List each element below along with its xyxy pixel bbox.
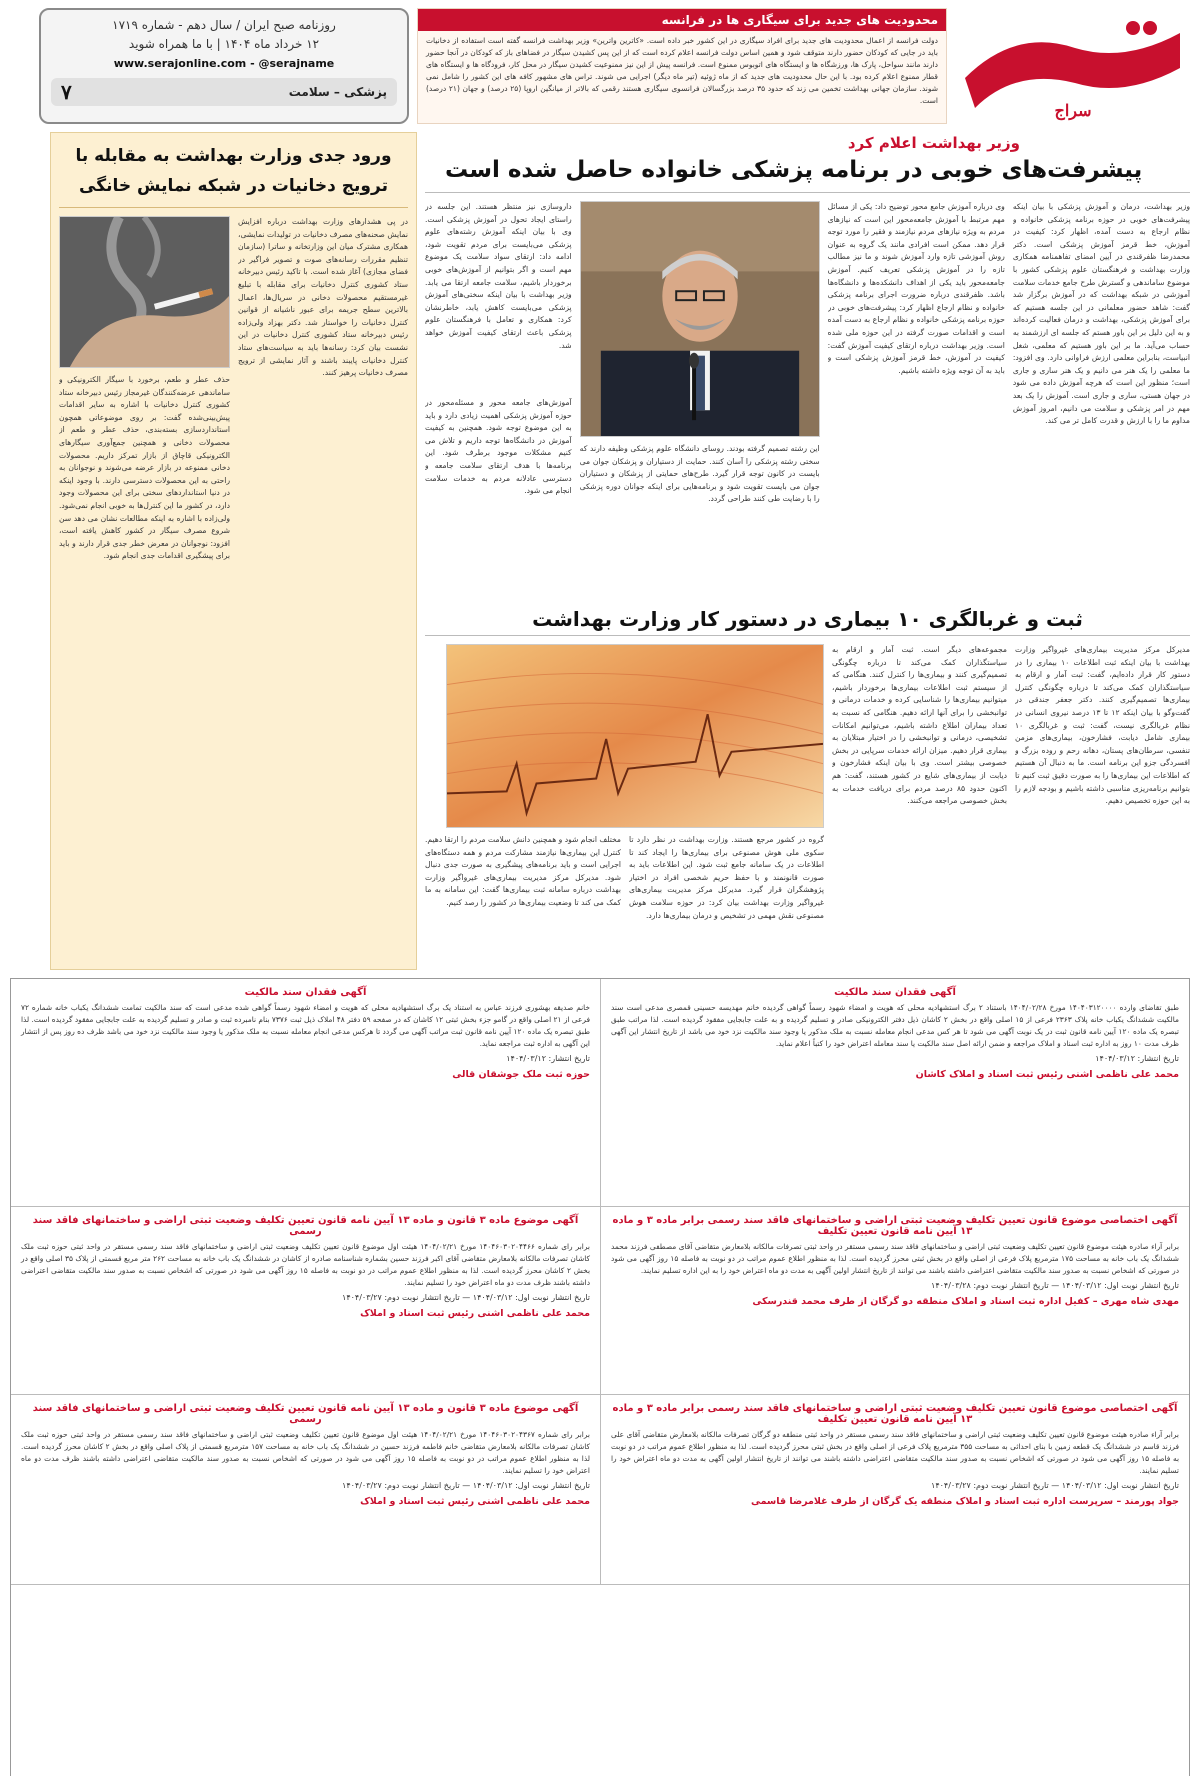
article1-right-group (425, 201, 572, 597)
notice-date: تاریخ انتشار نوبت اول: ۱۴۰۴/۰۳/۱۲ — تاریخ انتشار نوبت دوم: ۱۴۰۴/۰۳/۲۷ (342, 1293, 590, 1302)
article2-col-c: گروه در کشور مرجع هستند. وزارت بهداشت در نظر دارد تا سکوی ملی هوش مصنوعی برای بیماری‌ها را ایجاد کند تا اطلاعات در یک سامانه جامع ثبت شود. این اطلاعات باید به صورت قانونمند و با حفظ حریم شخصی افراد در اختیار پژوهشگران قرار گیرد. مدیرکل مرکز مدیریت بیماری‌های غیرواگیر وزارت بهداشت بیان کرد: در حوزه سلامت هوش مصنوعی نقش مهمی در تشخیص و درمان بیماری‌ها دارد. (629, 835, 824, 920)
notice-date: تاریخ انتشار: ۱۴۰۴/۰۳/۱۲ (506, 1054, 590, 1063)
sidebar-body (59, 216, 408, 964)
notice-title: آگهی فقدان سند مالکیت (834, 987, 956, 998)
sidebar-article (50, 132, 417, 970)
legal-notices (10, 978, 1190, 1776)
notice-4 (11, 1207, 600, 1395)
article1-col-d: آموزش‌های جامعه محور و مسئله‌محور در حوزه آموزش پزشکی اهمیت زیادی دارد و باید به این موضوع توجه شود. همچنین به کیفیت آموزش در دانشگاه‌ها توجه داریم و تلاش می کنیم مشکلات موجود برطرف شود. این برنامه‌ها با هدف ارتقای سلامت جامعه و دسترسی عادلانه مردم به خدمات سلامت انجام می شود. (425, 398, 572, 496)
notice-body: برابر رای شماره ۱۴۰۴۶۰۳۰۲۰۴۴۶۶ مورخ ۱۴۰۴/۰۲/۲۱ هیئت اول موضوع قانون تعیین تکلیف وضعیت ثبتی اراضی و ساختمانهای فاقد سند رسمی مستقر در واحد ثبتی حوزه ثبت ملک کاشان تصرفات مالکانه بلامعارض متقاضی آقای اکبر فرزند حسین بشماره شناسنامه صادره از کاشان در ششدانگ یک باب خانه به مساحت ۲۶۲ متر مربع قسمتی از پلاک ۳۵ اصلی واقع در بخش ۲ کاشان محرز گردیده است. لذا به منظور اطلاع عموم مراتب در دو نوبت به فاصله ۱۵ روز آگهی می شود در صورتی که اشخاص نسبت به صدور سند مالکیت متقاضی اعتراضی داشته باشند ظرف مدت دو ماه اعتراض خود را تسلیم نمایند. (21, 1242, 590, 1287)
logo-graphic (955, 8, 1190, 124)
issue-line: روزنامه صبح ایران / سال دهم - شماره ۱۷۱۹ (112, 18, 336, 32)
ecg-photo-image (447, 645, 823, 827)
notice-title: آگهی موضوع ماده ۳ قانون و ماده ۱۳ آیین نامه قانون تعیین تکلیف وضعیت ثبتی اراضی و ساختمانهای فاقد سند رسمی (32, 1403, 579, 1425)
notice-body: برابر رای شماره ۱۴۰۴۶۰۳۰۲۰۴۳۶۷ مورخ ۱۴۰۴/۰۲/۲۱ هیئت اول موضوع قانون تعیین تکلیف وضعیت ثبتی اراضی و ساختمانهای فاقد سند رسمی مستقر در واحد ثبتی حوزه ثبت ملک کاشان تصرفات مالکانه بلامعارض متقاضی خانم فاطمه فرزند حسین در ششدانگ یک باب خانه به مساحت ۱۵۷ مترمربع قسمتی از پلاک اصلی واقع در بخش ۲ کاشان محرز گردیده است. لذا به منظور اطلاع عموم مراتب در دو نوبت به فاصله ۱۵ روز آگهی می شود در صورتی که اشخاص نسبت به صدور سند مالکیت متقاضی اعتراضی داشته باشند ظرف مدت دو ماه اعتراض خود را تسلیم نمایند. (21, 1430, 590, 1475)
notice-title: آگهی فقدان سند مالکیت (244, 987, 367, 998)
notice-title: آگهی موضوع ماده ۳ قانون و ماده ۱۳ آیین نامه قانون تعیین تکلیف وضعیت ثبتی اراضی و ساختمانهای فاقد سند رسمی (32, 1215, 579, 1237)
article1-caption: این رشته تصمیم گرفته بودند. روسای دانشگاه علوم پزشکی وظیفه دارند که سختی رشته پزشکی را آسان کنند. حمایت از دستیاران و پزشکان جوان می بایست در کانون توجه قرار گیرد. طرح‌های حمایتی از پزشکان و دستیاران جوان می بایست تقویت شود و برنامه‌هایی برای اینکه جوانان دوره پزشکی را با رضایت طی کنند طراحی گردد. (579, 444, 820, 504)
section-bar (51, 78, 397, 106)
notice-date: تاریخ انتشار نوبت اول: ۱۴۰۴/۰۳/۱۲ — تاریخ انتشار نوبت دوم: ۱۴۰۴/۰۳/۲۷ (342, 1481, 590, 1490)
teaser-title: محدودیت های جدید برای سیگاری ها در فرانسه (418, 9, 946, 31)
article2-col-b: مجموعه‌های دیگر است. ثبت آمار و ارقام به سیاستگذاران کمک می‌کند تا درباره چگونگی تصمیم‌گیری کنند و بیماری‌ها را کنترل کنند. هنگامی که از سیستم ثبت اطلاعات بیماری‌ها برخوردار باشیم، میتوانیم بیماری‌ها را شناسایی کرده و خدمات درمانی و توانبخشی را برای آنها ارائه دهیم. هنگامی که نسبت به تعداد بیماران اطلاع داشته باشیم، می‌توانیم امکانات تشخیصی، درمانی و توانبخشی را در اختیار مبتلایان به بیماری قرار دهیم. میزان ارائه خدمات سرپایی در بخش خصوصی بیشتر است. وی با بیان اینکه فشارخون و دیابت از بیماری‌های شایع در کشور هستند، گفت: هم اکنون حدود ۸۵ درصد مردم برای دریافت خدمات به بخش خصوصی مراجعه می‌کنند. (832, 645, 1007, 806)
notice-date: تاریخ انتشار نوبت اول: ۱۴۰۴/۰۳/۱۲ — تاریخ انتشار نوبت دوم: ۱۴۰۴/۰۳/۲۸ (931, 1281, 1179, 1290)
teaser-body: دولت فرانسه از اعمال محدودیت های جدید برای افراد سیگاری در این کشور خبر داده است. «کاترین واترین» وزیر بهداشت فرانسه گفته است استفاده از دخانیات باید در جایی که کودکان حضور دارند متوقف شود و همین اساس دولت فرانسه اعلام کرده است که از این پس کشیدن سیگار در فضاهای باز که کودکان در آنجا حضور دارند مانند سواحل، پارک ها، ورزشگاه ها و ایستگاه های اتوبوس ممنوع است. فرانسه پیش از این نیز ممنوعیت کشیدن سیگار در محل کار، فرودگاه ها و ایستگاه های قطار ممنوع اعلام کرده بود. با این حال محدودیت های جدید که از ماه ژوئیه (تیر ماه دیگر) اجرایی می شوند. تراس های مشهور کافه های این کشور را شامل نمی شوند. سازمان جهانی بهداشت تخمین می زند که حدود ۳۵ درصد بزرگسالان فرانسوی سیگاری هستند رقمی که بالاتر از میانگین اروپا (۲۵ درصد) و جهان (۲۱ درصد) است. (426, 36, 939, 105)
main-area (10, 132, 1190, 970)
notice-signature: حوزه ثبت ملک جوشقان قالی (452, 1069, 590, 1080)
notice-2 (11, 979, 600, 1207)
article2-lower (425, 834, 824, 994)
article1-body (425, 201, 1190, 597)
main-column (425, 132, 1190, 970)
notice-title: آگهی اختصاصی موضوع قانون تعیین تکلیف وضعیت ثبتی اراضی و ساختمانهای فاقد سند رسمی برابر ماده ۳ و ماده ۱۳ آیین نامه قانون تعیین تکلیف (612, 1403, 1178, 1425)
article2-photo-group (425, 644, 824, 996)
notice-signature: جواد پورمند – سرپرست اداره ثبت اسناد و املاک منطقه یک گرگان از طرف غلامرضا قاسمی (750, 1496, 1179, 1507)
article1-col-b: وی درباره آموزش جامع محور توضیح داد: یکی از مسائل مهم مرتبط با آموزش جامعه‌محور این است که نیازهای مردم به ویژه نیازهای مردم نیازمند و فقیر را مورد توجه قرار دهد. ممکن است افرادی مانند یک گروه به عنوان روش آموزشی تازه وارد آموزش شوند و ما نیز مطالب تازه را در آموزش پزشکی تعریف کنیم. آموزش جامعه‌محور باید یکی از اهداف دانشکده‌ها و دانشگاه‌ها باشد. ظفرقندی درباره ضرورت اجرای برنامه پزشکی خانواده و نظام ارجاع اظهار کرد: پیشرفت‌های خوبی در حوزه برنامه پزشکی خانواده و نظام ارجاع به دست آمده است و اقدامات صورت گرفته در این حوزه ملی شده است. وزیر بهداشت درباره ارتقای کیفیت آموزش گفت: کیفیت در آموزش، خط قرمز آموزش پزشکی است و باید به آن توجه ویژه داشته باشیم. (827, 202, 1005, 375)
notice-body: برابر آراء صادره هیئت موضوع قانون تعیین تکلیف وضعیت ثبتی اراضی و ساختمانهای فاقد سند رسمی مستقر در واحد ثبتی تصرفات مالکانه بلامعارض متقاضی آقای مصطفی فرزند محمد ششدانگ یک باب خانه به مساحت ۱۷۵ مترمربع پلاک فرعی از اصلی واقع در بخش ثبتی محرز گردیده است. لذا به منظور اطلاع عموم مراتب در دو نوبت به فاصله ۱۵ روز آگهی می شود در صورتی که اشخاص نسبت به صدور سند مالکیت متقاضی اعتراضی داشته باشند می توانند از تاریخ انتشار اولین آگهی به مدت دو ماه اعتراض خود را به این اداره تسلیم نمایند. (611, 1242, 1179, 1275)
sidebar-right-group (59, 216, 230, 964)
website-line[interactable]: www.serajonline.com - @serajname (113, 57, 335, 70)
notice-signature: مهدی شاه مهری – کفیل اداره ثبت اسناد و املاک منطقه دو گرگان از طرف محمد قندرسکی (752, 1296, 1179, 1307)
article2-col-a: مدیرکل مرکز مدیریت بیماری‌های غیرواگیر وزارت بهداشت با بیان اینکه ثبت اطلاعات ۱۰ بیماری را در دستور کار قرار داده‌ایم، گفت: ثبت آمار و ارقام به سیاستگذاران کمک می‌کند تا درباره چگونگی کنترل بیماری‌ها تصمیم‌گیری کنند. دکتر جعفر جندقی در گفت‌وگو با بیان اینکه ۱۲ تا ۱۳ درصد نیروی انسانی در نظام غربالگری نیست، گفت: ثبت و غربالگری ۱۰ بیماری شامل دیابت، فشارخون، بیماری‌های مزمن تنفسی، سرطان‌های پستان، دهانه رحم و روده بزرگ و افسردگی جزو این برنامه است. ما به دنبال آن هستیم که اطلاعات این بیماری‌ها را به صورت دقیق ثبت کنیم تا بتوانیم برنامه‌ریزی مناسبی داشته باشیم و بودجه لازم را به این حوزه تخصیص دهیم. (1015, 645, 1190, 806)
cigarette-photo-image (60, 217, 229, 367)
issue-info-box (39, 8, 409, 124)
logo (955, 8, 1190, 124)
notice-1 (600, 979, 1189, 1207)
article2-body (425, 644, 1190, 996)
minister-photo-image (581, 202, 819, 436)
section-name: پزشکی – سلامت (288, 85, 387, 99)
notice-signature: محمد علی ناظمی اشنی رئیس ثبت اسناد و املاک (360, 1308, 590, 1319)
date-line: ۱۲ خرداد ماه ۱۴۰۴ | با ما همراه شوید (128, 37, 320, 51)
masthead (10, 8, 1190, 124)
article1-headline: پیشرفت‌های خوبی در برنامه پزشکی خانواده حاصل شده است (425, 152, 1190, 193)
notice-body: خانم صدیقه بهشوری فرزند عباس به استناد یک برگ استشهادیه محلی که هویت و امضاء شهود رسماً گواهی شده مدعی است که سند مالکیت تمامت ششدانگ یکباب خانه شماره ۷۲ فرعی از ۲۱ اصلی واقع در گامو جزء بخش ثبتی ۱۲ کاشان که در صفحه ۵۹ دفتر ۴۸ املاک ذیل ثبت ۷۳۷۶ بنام نامبرده ثبت و صادر و تسلیم گردیده به علت جابجایی مفقود گردیده است. لذا طبق تبصره یک ماده ۱۲۰ آیین نامه قانون ثبت مراتب آگهی می گردد تا هرکس مدعی انجام معامله نسبت به ملک مذکور یا وجود سند مالکیت نزد خود می باشد ظرف ده روز پس از انتشار این آگهی به اداره ثبت مراجعه نماید. (21, 1003, 590, 1048)
cigarette-photo (59, 216, 230, 368)
page-number: ۷ (61, 80, 72, 104)
notice-signature: محمد علی ناظمی اشنی رئیس ثبت اسناد و املاک (360, 1496, 590, 1507)
article1-photo-group (580, 201, 820, 597)
notice-signature: محمد علی ناظمی اشنی رئیس ثبت اسناد و املاک کاشان (915, 1069, 1179, 1080)
notice-date: تاریخ انتشار نوبت اول: ۱۴۰۴/۰۳/۱۲ — تاریخ انتشار نوبت دوم: ۱۴۰۴/۰۳/۲۷ (931, 1481, 1179, 1490)
notice-title: آگهی اختصاصی موضوع قانون تعیین تکلیف وضعیت ثبتی اراضی و ساختمانهای فاقد سند رسمی برابر ماده ۳ و ماده ۱۳ آیین نامه قانون تعیین تکلیف (612, 1215, 1178, 1237)
minister-photo (580, 201, 820, 437)
teaser-box (417, 8, 947, 124)
sidebar-col-b: حذف عطر و طعم، برخورد با سیگار الکترونیکی و ساماندهی عرضه‌کنندگان غیرمجاز رئیس دبیرخانه ستاد کشوری کنترل دخانیات با اشاره به سایر اقدامات پیش‌بینی‌شده گفت: بر روی موضوعاتی همچون استانداردسازی بسته‌بندی، حذف عطر و طعم از محصولات دخانی و همچنین جمع‌آوری سیگارهای الکترونیکی قاچاق از بازار تمرکز داریم. محصولات دخانی ممنوعه در بازار عرضه می‌شوند و نوجوانان به راحتی به این محصولات دسترسی دارند. با وجود اینکه در دنیا استانداردهای سختی برای این محصولات وجود دارد، در کشور ما این کنترل‌ها به خوبی انجام نمی‌شود. ولی‌زاده با اشاره به اینکه مطالعات نشان می دهد سن شروع مصرف سیگار در کشور کاهش یافته است، افزود: نوجوانان در معرض خطر جدی قرار دارند و باید برای پیشگیری اقدامات جدی انجام شود. (59, 375, 230, 561)
notice-date: تاریخ انتشار: ۱۴۰۴/۰۳/۱۲ (1095, 1054, 1179, 1063)
article1-kicker: وزیر بهداشت اعلام کرد (847, 134, 1020, 152)
article2-col-d: مختلف انجام شود و همچنین دانش سلامت مردم را ارتقا دهیم. کنترل این بیماری‌ها نیازمند مشارکت مردم و همه دستگاه‌های اجرایی است و باید برنامه‌های پیشگیری به صورت جدی دنبال شود. مدیرکل مرکز مدیریت بیماری‌های غیرواگیر وزارت بهداشت درباره سامانه ثبت بیماری‌ها گفت: این سامانه به ما کمک می کند تا وضعیت بیماری‌ها در کشور را رصد کنیم. (425, 835, 621, 907)
notice-3 (600, 1207, 1189, 1395)
article1-col-a: وزیر بهداشت، درمان و آموزش پزشکی با بیان اینکه پیشرفت‌های خوبی در حوزه برنامه پزشکی خانواده و نظام ارجاع به دست آمده، اظهار کرد: کیفیت در آموزش، خط قرمز آموزش پزشکی است. دکتر محمدرضا ظفرقندی در آیین امضای تفاهمنامه همکاری وزارت بهداشت و فرهنگستان علوم پزشکی کشور با موضوع ساماندهی و گسترش طرح جامع خدمات سلامت آموزشی در شبکه بهداشت که در آموزش برگزار شد گفت: شاهد حضور معلمانی در این جلسه هستیم که برای آموزش پزشکی، بهداشت و درمان فعالیت کرده‌اند و به این دلیل بر این باور هستم که جلسه ای ارزشمند به حساب می‌آید. ما بر این باور هستیم که معلمی، شغل انبیاست، بنابراین معلمی ارزش فراوانی دارد. وی افزود: ما معلمی را یک هنر می دانیم و یک هنر ساری و جاری است؛ منظور این است که هرچه آموزش داده می شود در جهان هستی، ساری و جاری است. آموزش را یک بعد مهم در امر پزشکی و سلامت می دانیم، امروز آموزش مداوم ما را با ارزش و قدرت کامل تر می کند. (1012, 202, 1190, 426)
sidebar-col-a: در پی هشدارهای وزارت بهداشت درباره افزایش نمایش صحنه‌های مصرف دخانیات در تولیدات نمایشی، همکاری مشترک میان این وزارتخانه و ساترا (سازمان تنظیم مقررات رسانه‌های صوت و تصویر فراگیر در فضای مجازی) آغاز شده است. با تاکید رئیس دبیرخانه ستاد کشوری کنترل دخانیات برای مقابله با تبلیغ غیرمستقیم محصولات دخانی در سریال‌ها، اعمال بالاترین سطح جریمه برای عبور ناشیانه از قوانین کنترل دخانیات را خواستار شد. دکتر بهزاد ولی‌زاده رئیس دبیرخانه ستاد کشوری کنترل دخانیات در این نشست بیان کرد: رسانه‌ها باید به سیاست‌های ستاد کنترل دخانیات پایبند باشند و آثار نمایشی از ترویج مصرف دخانیات پرهیز کنند. (238, 217, 408, 378)
notice-6 (11, 1395, 600, 1585)
notice-body: برابر آراء صادره هیئت موضوع قانون تعیین تکلیف وضعیت ثبتی اراضی و ساختمانهای فاقد سند رسمی مستقر در واحد ثبتی منطقه دو گرگان تصرفات مالکانه بلامعارض متقاضی آقای علی فرزند قاسم در ششدانگ یک قطعه زمین با بنای احداثی به مساحت ۳۵۵ مترمربع پلاک فرعی از اصلی واقع در بخش ثبتی محرز گردیده است. لذا به منظور اطلاع عموم مراتب در دو نوبت به فاصله ۱۵ روز آگهی می شود در صورتی که اشخاص نسبت به صدور سند مالکیت متقاضی اعتراضی داشته باشند می توانند از تاریخ انتشار اولین آگهی به مدت دو ماه اعتراض خود را تسلیم نمایند. (611, 1430, 1180, 1475)
article2-headline: ثبت و غربالگری ۱۰ بیماری در دستور کار وزارت بهداشت (425, 607, 1190, 636)
logo-text: سراج (1054, 101, 1092, 120)
article1-col-c: داروسازی نیز منتظر هستند. این جلسه در راستای ایجاد تحول در آموزش پزشکی است. وی با بیان اینکه آموزش رشته‌های علوم پزشکی می‌بایست برای مردم تقویت شود، ادامه داد: ارتقای سواد سلامت یک موضوع مهم است و اگر بتوانیم از آموزش‌های خوبی برخوردار باشیم، سلامت جامعه ارتقا می یابد. وزیر بهداشت با بیان اینکه سختی‌های آموزش پزشکی می‌بایست کاهش یابد، خاطرنشان کرد: همکاری و تعامل با فرهنگستان علوم پزشکی باعث ارتقای کیفیت آموزش خواهد شد. (425, 202, 572, 350)
ecg-photo (446, 644, 824, 828)
notice-5 (600, 1395, 1189, 1585)
sidebar-headline: ورود جدی وزارت بهداشت به مقابله با ترویج دخانیات در شبکه نمایش خانگی (59, 141, 408, 208)
notice-body: طبق تقاضای وارده ۱۴۰۴۰۳۱۲۰۰۰۰ مورخ ۱۴۰۴/۰۲/۲۸ باستناد ۲ برگ استشهادیه محلی که هویت و امضاء شهود رسماً گواهی گردیده خانم مهدیسه حسینی قمصری مدعی است سند مالکیت ششدانگ یکباب خانه پلاک ۲۳۶۳ فرعی از ۱۵ اصلی واقع در بخش ۲ کاشان ذیل دفتر الکترونیکی صادر و تسلیم گردیده و به علت جابجایی مفقود گردیده است. لذا مراتب طبق تبصره یک ماده ۱۲۰ آیین نامه قانون ثبت در یک نوبت آگهی می شود تا هر کس مدعی انجام معامله نسبت به ملک مذکور یا وجود سند مالکیت نزد خود می باشد از تاریخ انتشار این آگهی ظرف مدت ۱۰ روز به اداره ثبت اسناد و املاک مراجعه و ضمن ارائه اصل سند مالکیت یا سند معامله اعتراض خود را کتباً اعلام نماید. (611, 1003, 1179, 1048)
